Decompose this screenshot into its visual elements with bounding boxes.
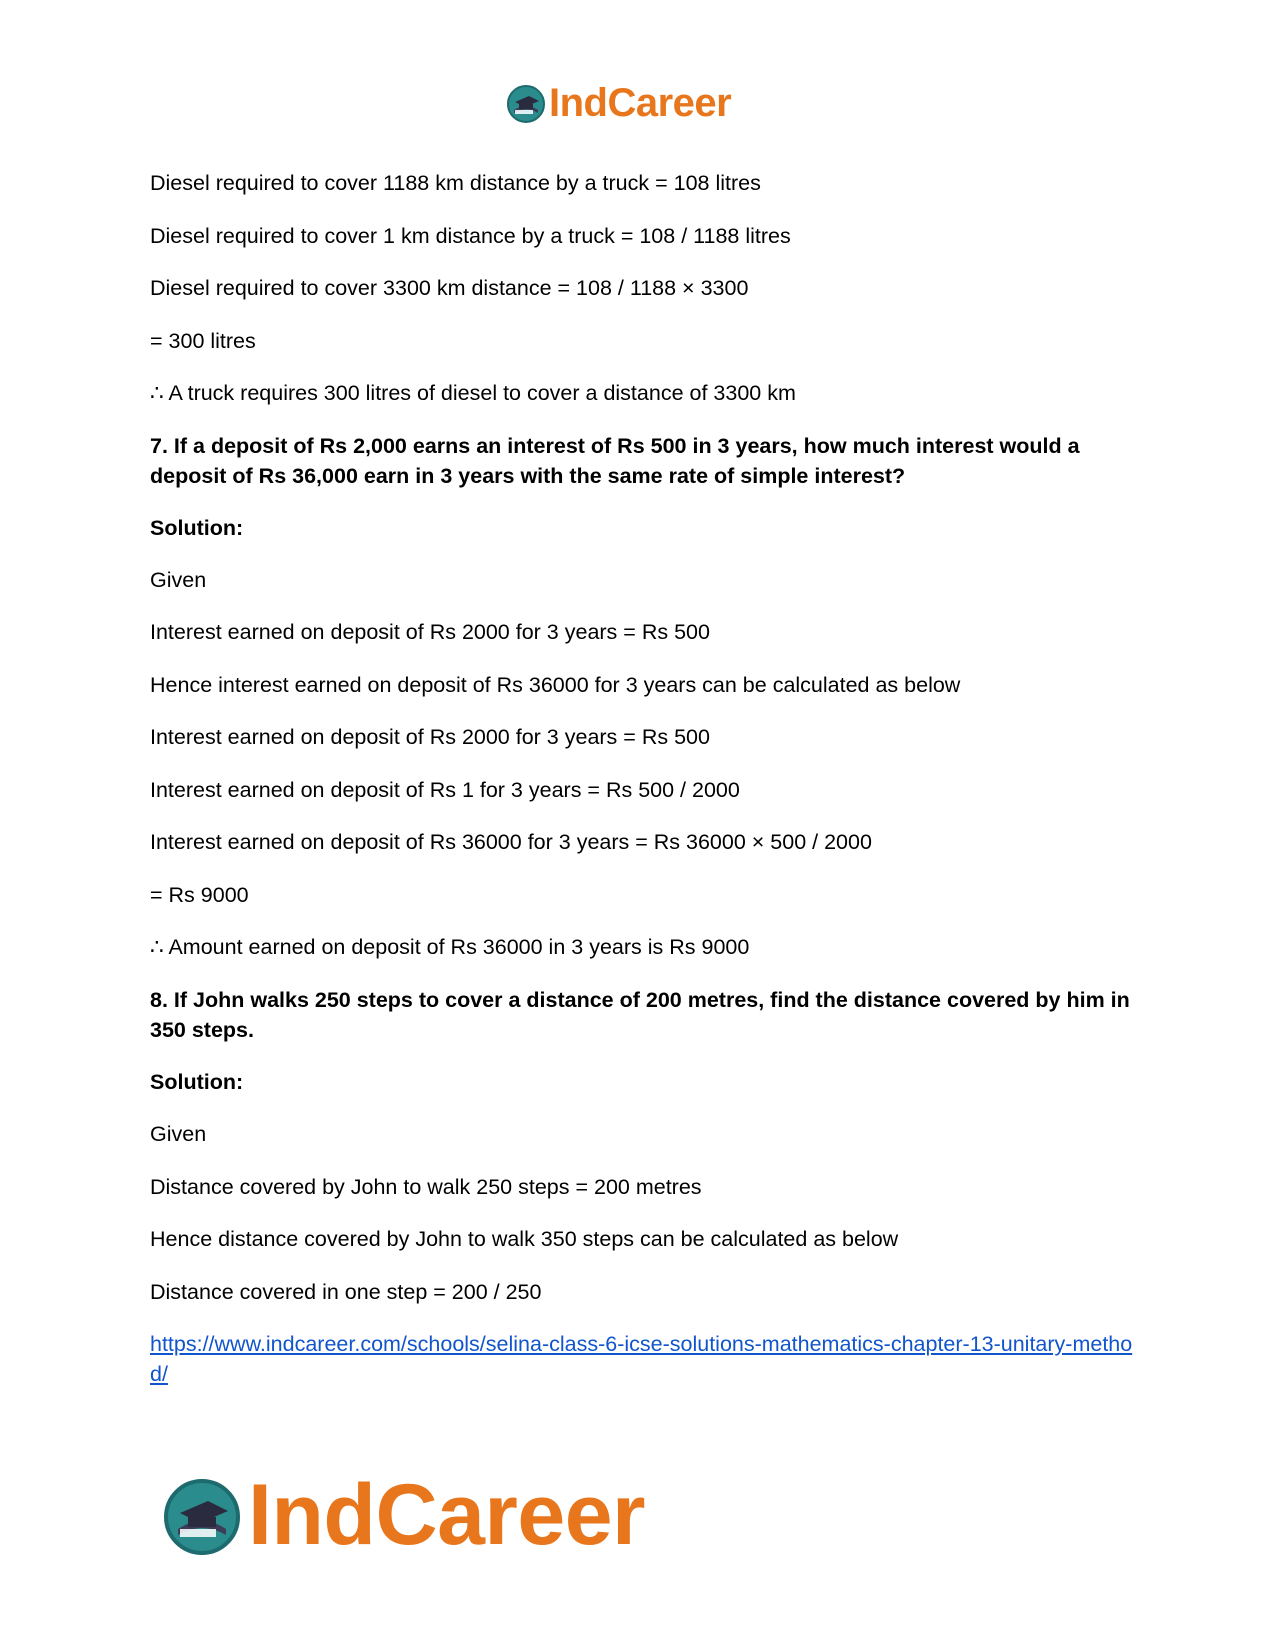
graduation-cap-globe-icon — [160, 1473, 244, 1557]
text-line: Distance covered in one step = 200 / 250 — [150, 1280, 542, 1304]
solution-label: Solution: — [150, 1070, 244, 1094]
footer-logo — [160, 1467, 645, 1563]
brand-logo-text: IndCareer — [549, 81, 732, 125]
solution-label: Solution: — [150, 516, 244, 540]
text-line: Hence distance covered by John to walk 350 steps can be calculated as below — [150, 1227, 899, 1251]
conclusion-line: ∴ A truck requires 300 litres of diesel to cover a distance of 3300 km — [150, 381, 796, 405]
text-line: Interest earned on deposit of Rs 2000 for 3 years = Rs 500 — [150, 725, 710, 749]
brand-logo-text: IndCareer — [248, 1467, 645, 1563]
source-link[interactable]: https://www.indcareer.com/schools/selina-class-6-icse-solutions-mathematics-chapter-13-unitary-method/ — [150, 1332, 1133, 1386]
text-line: Hence interest earned on deposit of Rs 36000 for 3 years can be calculated as below — [150, 673, 961, 697]
text-line: Given — [150, 1122, 207, 1146]
text-line: Interest earned on deposit of Rs 1 for 3 years = Rs 500 / 2000 — [150, 778, 740, 802]
text-line: = 300 litres — [150, 329, 256, 353]
text-line: Diesel required to cover 1188 km distance by a truck = 108 litres — [150, 171, 761, 195]
text-line: Given — [150, 568, 207, 592]
graduation-cap-globe-icon — [505, 82, 547, 124]
conclusion-line: ∴ Amount earned on deposit of Rs 36000 in 3 years is Rs 9000 — [150, 935, 750, 959]
text-line: Distance covered by John to walk 250 steps = 200 metres — [150, 1175, 702, 1199]
text-line: = Rs 9000 — [150, 883, 249, 907]
header-logo — [505, 78, 731, 128]
text-line: Diesel required to cover 3300 km distance = 108 / 1188 × 3300 — [150, 276, 749, 300]
text-line: Interest earned on deposit of Rs 36000 for 3 years = Rs 36000 × 500 / 2000 — [150, 830, 872, 854]
text-line: Interest earned on deposit of Rs 2000 for 3 years = Rs 500 — [150, 620, 710, 644]
text-line: Diesel required to cover 1 km distance by a truck = 108 / 1188 litres — [150, 224, 791, 248]
question-8: 8. If John walks 250 steps to cover a distance of 200 metres, find the distance covered by him in 350 steps. — [150, 988, 1130, 1042]
question-7: 7. If a deposit of Rs 2,000 earns an interest of Rs 500 in 3 years, how much interest would a deposit of Rs 36,000 earn in 3 years with the same rate of simple interest? — [150, 434, 1080, 488]
